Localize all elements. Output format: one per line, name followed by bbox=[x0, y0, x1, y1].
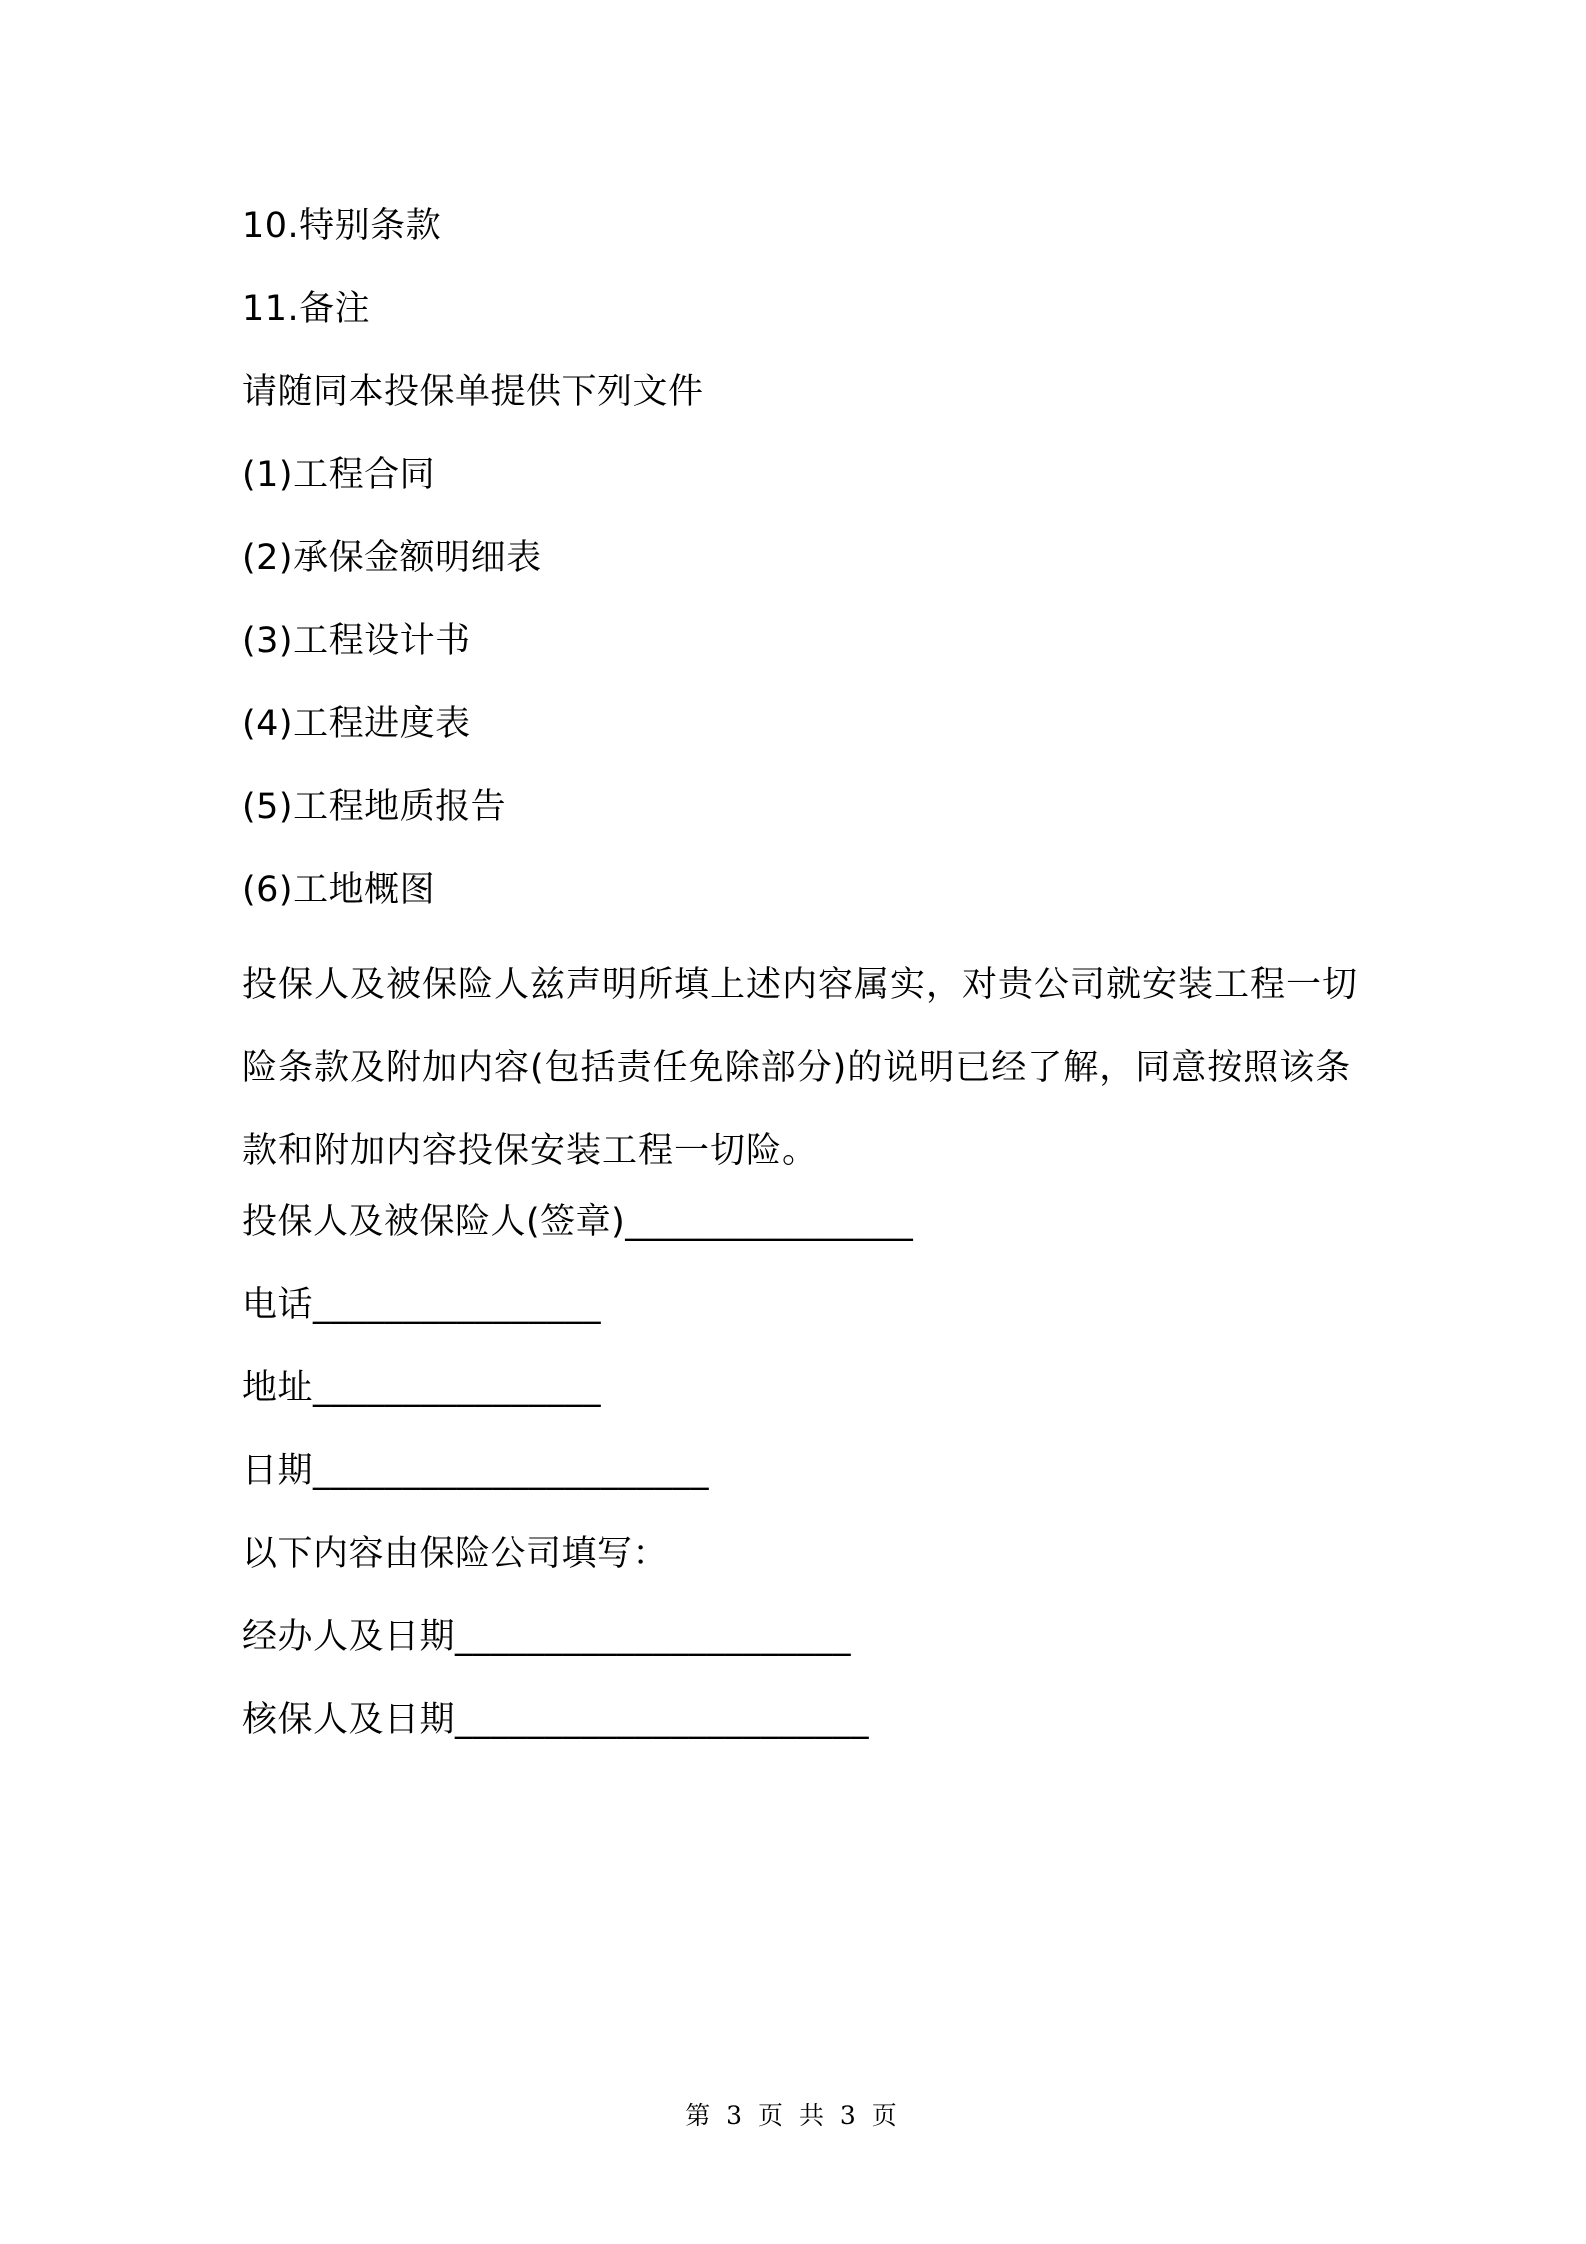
declaration-paragraph: 投保人及被保险人兹声明所填上述内容属实，对贵公司就安装工程一切险条款及附加内容(包括责任免除部分)的说明已经了解，同意按照该条款和附加内容投保安装工程一切险。 bbox=[242, 965, 1359, 1171]
required-document-item: (2)承保金额明细表 bbox=[242, 538, 542, 578]
required-document-item: (1)工程合同 bbox=[242, 455, 436, 495]
required-document-item: (6)工地概图 bbox=[242, 870, 436, 910]
section-remarks: 11.备注 bbox=[242, 289, 371, 329]
required-document-item: (5)工程地质报告 bbox=[242, 787, 507, 827]
section-special-terms: 10.特别条款 bbox=[242, 206, 442, 246]
required-documents-heading: 请随同本投保单提供下列文件 bbox=[242, 372, 704, 412]
required-document-item: (4)工程进度表 bbox=[242, 704, 471, 744]
phone-field: 电话________________ bbox=[242, 1285, 602, 1325]
required-document-item: (3)工程设计书 bbox=[242, 621, 471, 661]
applicant-signature-field: 投保人及被保险人(签章)________________ bbox=[242, 1202, 914, 1242]
handler-date-field: 经办人及日期______________________ bbox=[242, 1617, 852, 1657]
page-number-footer: 第 3 页 共 3 页 bbox=[685, 2101, 901, 2130]
address-field: 地址________________ bbox=[242, 1368, 602, 1408]
insurer-section-heading: 以下内容由保险公司填写： bbox=[242, 1534, 669, 1574]
date-field: 日期______________________ bbox=[242, 1451, 710, 1491]
underwriter-date-field: 核保人及日期_______________________ bbox=[242, 1700, 870, 1740]
